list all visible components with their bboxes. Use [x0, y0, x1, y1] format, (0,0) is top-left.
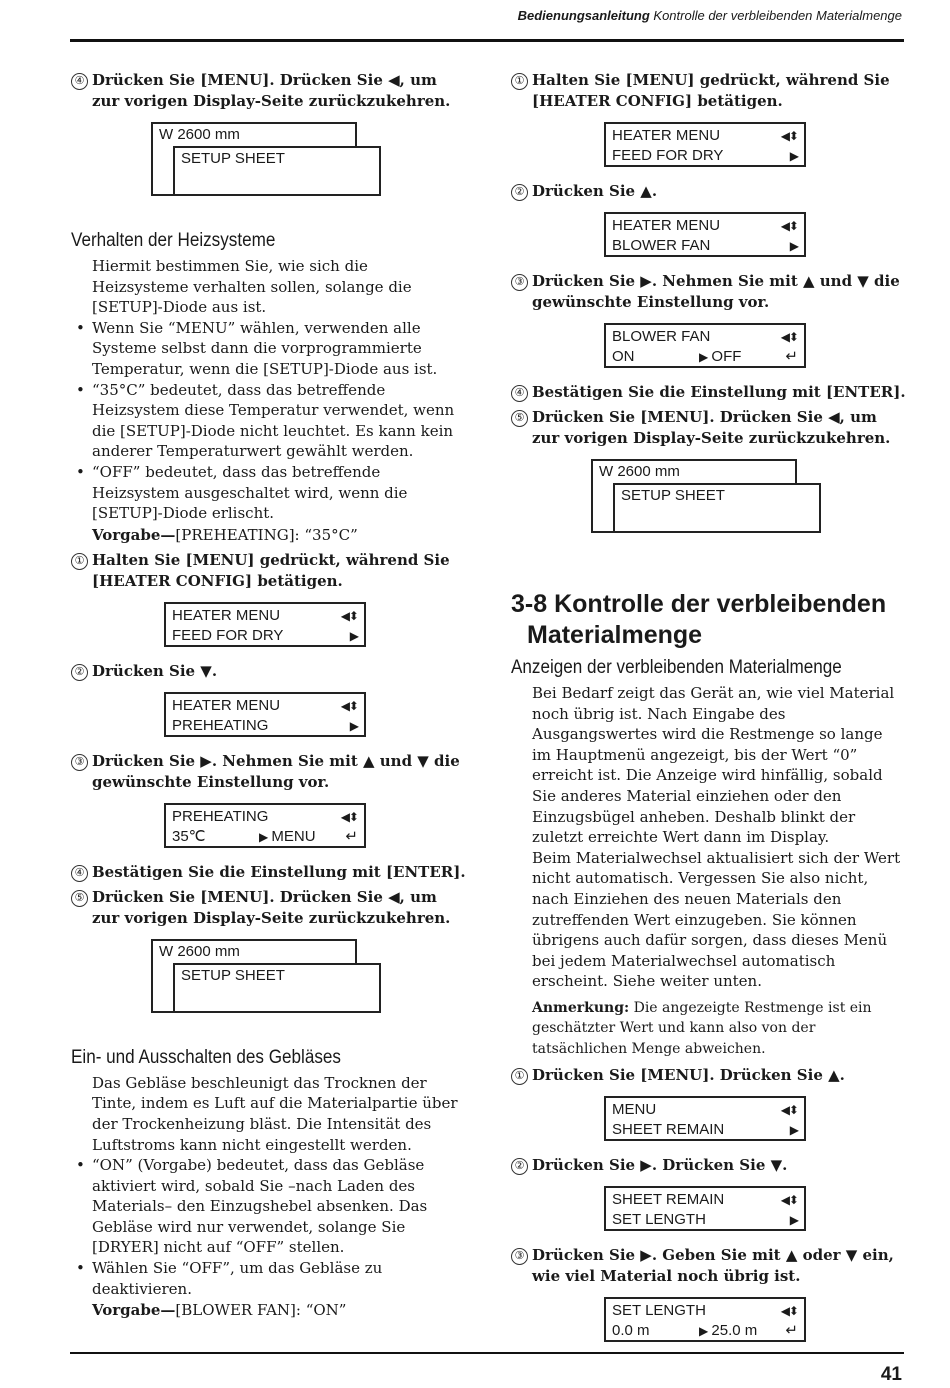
display-stack: W 2600 mm SETUP SHEET [151, 939, 383, 1015]
lcd-display: HEATER MENU ◀⬍ FEED FOR DRY ▶ [604, 122, 806, 167]
step-2: ② Drücken Sie ▲. [511, 181, 906, 202]
header-title: Bedienungsanleitung [517, 8, 650, 23]
display-front: SETUP SHEET [173, 146, 381, 196]
step-4 [71, 70, 466, 112]
left-column [71, 70, 466, 1325]
updown-icon: ◀⬍ [340, 809, 358, 824]
display-stack: W 2600 mm SETUP SHEET [591, 459, 823, 535]
bullet-item: • Wählen Sie “OFF”, um das Gebläse zu deaktivieren. [76, 1259, 383, 1298]
right-arrow-icon: ▶ [789, 1213, 798, 1228]
lcd-display: HEATER MENU ◀⬍ BLOWER FAN ▶ [604, 212, 806, 257]
right-arrow-icon: ▶ [699, 1324, 708, 1339]
right-arrow-icon: ▶ [789, 239, 798, 253]
right-arrow-icon: ▶ [349, 718, 358, 733]
bullet-item: • Wenn Sie “MENU” wählen, verwenden alle Systeme selbst dann die vorprogrammierte Temperatur, wenn die [SETUP]-Diode aus ist. [76, 318, 438, 378]
step-3: ③ Drücken Sie ▶. Nehmen Sie mit ▲ und ▼ die gewünschte Einstellung vor. [71, 751, 466, 793]
step-5: ⑤ Drücken Sie [MENU]. Drücken Sie ◀, um zur vorigen Display-Seite zurückzukehren. [511, 407, 906, 449]
step-5: ⑤ Drücken Sie [MENU]. Drücken Sie ◀, um zur vorigen Display-Seite zurückzukehren. [71, 887, 466, 929]
default-value: Vorgabe—[BLOWER FAN]: “ON” [92, 1301, 347, 1320]
step-text: Drücken Sie [MENU]. Drücken Sie ◀, um zur vorigen Display-Seite zurückzukehren. [92, 71, 451, 110]
page-number: 41 [880, 1364, 902, 1385]
footer-rule [70, 1352, 904, 1354]
step-3: ③ Drücken Sie ▶. Nehmen Sie mit ▲ und ▼ die gewünschte Einstellung vor. [511, 271, 906, 313]
lcd-display: HEATER MENU ◀⬍ PREHEATING ▶ [164, 692, 366, 737]
right-arrow-icon: ▶ [699, 350, 708, 364]
section-heading: Verhalten der Heizsysteme [71, 230, 276, 251]
step-3: ③ Drücken Sie ▶. Geben Sie mit ▲ oder ▼ ein, wie viel Material noch übrig ist. [511, 1245, 906, 1287]
header-section: Kontrolle der verbleibenden Materialmenge [653, 8, 902, 23]
step-4: ④ Bestätigen Sie die Einstellung mit [ENTER]. [71, 862, 466, 883]
updown-icon: ◀⬍ [780, 219, 798, 233]
step-1: ① Drücken Sie [MENU]. Drücken Sie ▲. [511, 1065, 906, 1086]
section-intro: Hiermit bestimmen Sie, wie sich die Heizsysteme verhalten sollen, solange die [SETUP]-Diode aus ist. [92, 257, 412, 317]
paragraph: Bei Bedarf zeigt das Gerät an, wie viel Material noch übrig ist. Nach Eingabe des Ausgangswertes wird die Restmenge so lange im Hauptmenü angezeigt, bis der Wert “0” erreicht ist. Die Anzeige wird hinfällig, sobald Sie anderes Material einziehen oder den Einzugsbügel anheben. Deshalb blinkt der zuletzt erreichte Wert dann im Display. [532, 684, 895, 847]
lcd-display: BLOWER FAN ◀⬍ ON ▶ OFF ↵ [604, 323, 806, 368]
updown-icon: ◀⬍ [340, 608, 358, 623]
updown-icon: ◀⬍ [780, 1193, 798, 1208]
step-2: ② Drücken Sie ▼. [71, 661, 466, 682]
section-intro: Das Gebläse beschleunigt das Trocknen der Tinte, indem es Luft auf die Materialpartie über der Trockenheizung bläst. Die Intensität des Luftstroms kann nicht eingestellt werden. [92, 1073, 458, 1154]
right-column [511, 70, 906, 1356]
lcd-display: MENU ◀⬍ SHEET REMAIN ▶ [604, 1096, 806, 1141]
bullet-item: • “35°C” bedeutet, dass das betreffende Heizsystem diese Temperatur verwendet, wenn die [SETUP]-Diode nicht leuchtet. Es kann kein anderer Temperaturwert gewählt werden. [76, 380, 455, 461]
step-1: ① Halten Sie [MENU] gedrückt, während Sie [HEATER CONFIG] betätigen. [71, 550, 466, 592]
right-arrow-icon: ▶ [259, 829, 268, 844]
step-number: ④ [71, 73, 88, 90]
enter-icon: ↵ [345, 827, 358, 845]
default-value: Vorgabe—[PREHEATING]: “35°C” [92, 525, 358, 544]
updown-icon: ◀⬍ [780, 129, 798, 143]
display-stack [151, 122, 383, 198]
right-arrow-icon: ▶ [789, 1123, 798, 1138]
bullet-item: • “ON” (Vorgabe) bedeutet, dass das Gebläse aktiviert wird, sobald Sie –nach Laden des Materials– den Einzugshebel absenken. Das Gebläse wird nur verwendet, solange Sie [DRYER] nicht auf “OFF” stellen. [76, 1156, 428, 1257]
display-back: W 2600 mm [151, 122, 357, 196]
enter-icon: ↵ [785, 348, 798, 365]
note: Anmerkung: Die angezeigte Restmenge ist ein geschätzter Wert und kann also von der tatsächlichen Menge abweichen. [532, 999, 872, 1057]
updown-icon: ◀⬍ [780, 1103, 798, 1118]
right-arrow-icon: ▶ [789, 149, 798, 163]
step-1: ① Halten Sie [MENU] gedrückt, während Sie [HEATER CONFIG] betätigen. [511, 70, 906, 112]
lcd-display: HEATER MENU ◀⬍ FEED FOR DRY ▶ [164, 602, 366, 647]
header-rule [70, 39, 904, 42]
paragraph: Beim Materialwechsel aktualisiert sich der Wert nicht automatisch. Vergessen Sie also nicht, nach Einziehen des neuen Materials den zutreffenden Wert einzugeben. Sie können übrigens auch dafür sorgen, dass dieses Menü bei jedem Materialwechsel automatisch erscheint. Siehe weiter unten. [532, 848, 901, 991]
chapter-title: 3-8 Kontrolle der verbleibenden Materialmenge [511, 590, 887, 649]
updown-icon: ◀⬍ [780, 330, 798, 344]
lcd-display: SHEET REMAIN ◀⬍ SET LENGTH ▶ [604, 1186, 806, 1231]
step-4: ④ Bestätigen Sie die Einstellung mit [ENTER]. [511, 382, 906, 403]
enter-icon: ↵ [785, 1322, 798, 1340]
section-heading: Ein- und Ausschalten des Gebläses [71, 1046, 341, 1068]
right-arrow-icon: ▶ [349, 628, 358, 643]
bullet-item: • “OFF” bedeutet, dass das betreffende Heizsystem ausgeschaltet wird, wenn die [SETUP]-Diode erlischt. [76, 462, 408, 523]
lcd-display: SET LENGTH ◀⬍ 0.0 m ▶ 25.0 m ↵ [604, 1297, 806, 1342]
updown-icon: ◀⬍ [340, 698, 358, 713]
lcd-display: PREHEATING ◀⬍ 35℃ ▶ MENU ↵ [164, 803, 366, 848]
running-header [518, 8, 902, 23]
section-heading: Anzeigen der verbleibenden Materialmenge [511, 657, 842, 678]
updown-icon: ◀⬍ [780, 1304, 798, 1319]
step-2: ② Drücken Sie ▶. Drücken Sie ▼. [511, 1155, 906, 1176]
